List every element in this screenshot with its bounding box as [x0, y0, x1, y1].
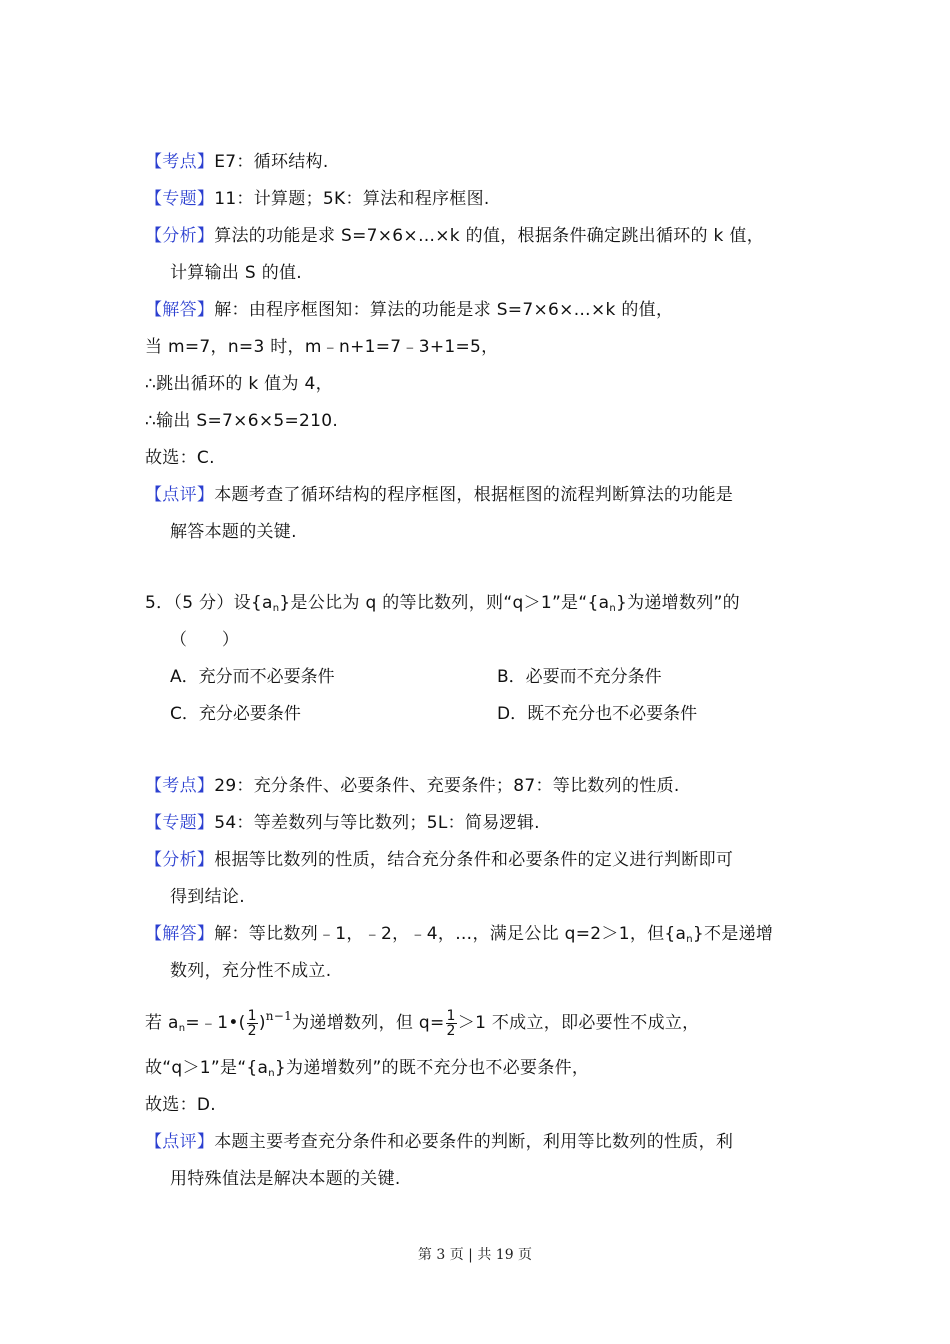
kaodian-tag: 【考点】 [145, 152, 215, 172]
fraction-half: $\frac{1}{2}$ [247, 1007, 257, 1039]
fenxi-tag: 【分析】 [145, 850, 215, 870]
q5-dianping-cont: 用特殊值法是解决本题的关键. [170, 1169, 401, 1189]
q4-kaodian: 【考点】E7：循环结构. [145, 152, 329, 172]
jieda-tag: 【解答】 [145, 924, 215, 944]
q4-dianping: 【点评】本题考查了循环结构的程序框图，根据框图的流程判断算法的功能是 [145, 485, 734, 505]
q4-jieda-line4: ∴输出 S=7×6×5=210. [145, 411, 339, 431]
fraction-half-2: $\frac{1}{2}$ [446, 1007, 456, 1039]
q5-fenxi-cont: 得到结论. [170, 887, 245, 907]
q5-stem: 5．（5 分）设$\{a_n\}$是公比为 q 的等比数列，则“q＞1”是“$\{a_n\}$为递增数列”的 [145, 593, 740, 614]
q5-zhuanti: 【专题】54：等差数列与等比数列；5L：简易逻辑. [145, 813, 540, 833]
option-c: C．充分必要条件 [170, 704, 301, 724]
jieda-tag: 【解答】 [145, 300, 215, 320]
q4-answer: 故选：C. [145, 448, 215, 468]
q5-jieda-line4: 故“q＞1”是“$\{a_n\}$为递增数列”的既不充分也不必要条件， [145, 1058, 590, 1079]
q4-zhuanti: 【专题】11：计算题；5K：算法和程序框图. [145, 189, 490, 209]
q5-kaodian: 【考点】29：充分条件、必要条件、充要条件；87：等比数列的性质. [145, 776, 680, 796]
q4-fenxi: 【分析】算法的功能是求 S=7×6×…×k 的值，根据条件确定跳出循环的 k 值， [145, 226, 765, 246]
q5-jieda-line2: 数列，充分性不成立. [170, 961, 332, 981]
zhuanti-tag: 【专题】 [145, 813, 215, 833]
q5-fenxi: 【分析】根据等比数列的性质，结合充分条件和必要条件的定义进行判断即可 [145, 850, 734, 870]
q4-jieda-line3: ∴跳出循环的 k 值为 4， [145, 374, 333, 394]
q4-fenxi-cont: 计算输出 S 的值. [170, 263, 303, 283]
zhuanti-tag: 【专题】 [145, 189, 215, 209]
q5-jieda-formula-line: 若 $a_n=﹣1•$( $\frac{1}{2}$ )$^{n-1}$为递增数列，但 q= $\frac{1}{2}$ ＞1 不成立，即必要性不成立， [145, 1007, 700, 1039]
q5-blank: （ ） [170, 630, 240, 650]
q4-jieda-line2: 当 m=7，n=3 时，m﹣n+1=7﹣3+1=5， [145, 337, 499, 357]
fenxi-tag: 【分析】 [145, 226, 215, 246]
option-d: D．既不充分也不必要条件 [497, 704, 698, 724]
option-b: B．必要而不充分条件 [497, 667, 662, 687]
dianping-tag: 【点评】 [145, 485, 215, 505]
q5-dianping: 【点评】本题主要考查充分条件和必要条件的判断，利用等比数列的性质，利 [145, 1132, 734, 1152]
kaodian-tag: 【考点】 [145, 776, 215, 796]
q4-jieda: 【解答】解：由程序框图知：算法的功能是求 S=7×6×…×k 的值， [145, 300, 674, 320]
q5-jieda: 【解答】解：等比数列﹣1，﹣2，﹣4，…，满足公比 q=2＞1，但$\{a_n\}$不是递增 [145, 924, 774, 945]
page-footer: 第 3 页 | 共 19 页 [417, 1247, 533, 1263]
option-a: A．充分而不必要条件 [170, 667, 335, 687]
q4-dianping-cont: 解答本题的关键. [170, 522, 297, 542]
dianping-tag: 【点评】 [145, 1132, 215, 1152]
q5-answer: 故选：D. [145, 1095, 216, 1115]
